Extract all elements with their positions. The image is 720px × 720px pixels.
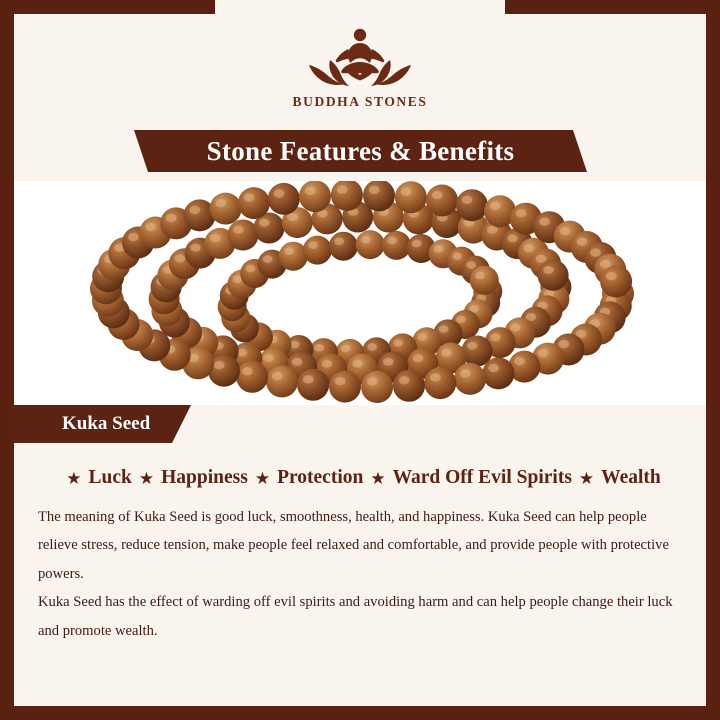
product-image-panel <box>14 181 706 405</box>
frame-top-left-border <box>0 0 215 14</box>
benefit-keyword: Protection <box>277 467 364 488</box>
benefit-keyword: Luck <box>88 467 132 488</box>
benefits-section <box>14 443 706 706</box>
description-paragraph: Kuka Seed has the effect of warding off evil spirits and avoiding harm and can help people change their luck and promote wealth. <box>38 594 673 639</box>
benefit-description <box>38 503 682 645</box>
frame-top-right-border <box>505 0 720 14</box>
frame-bottom-border <box>0 706 720 720</box>
star-icon: ★ <box>66 468 82 488</box>
title-banner <box>148 130 573 172</box>
page-title: Stone Features & Benefits <box>206 135 515 166</box>
benefit-keyword: Ward Off Evil Spirits <box>392 467 572 488</box>
kuka-seed-mala-image <box>14 181 706 405</box>
benefit-keyword: Happiness <box>161 467 248 488</box>
benefit-keywords-row <box>38 467 682 489</box>
star-icon: ★ <box>138 468 155 488</box>
lotus-meditation-icon <box>285 22 435 90</box>
product-label: Kuka Seed <box>62 413 151 434</box>
star-icon: ★ <box>254 468 271 488</box>
product-label-tab <box>14 405 172 443</box>
brand-name: BUDDHA STONES <box>292 94 428 109</box>
star-icon: ★ <box>370 468 386 488</box>
star-icon: ★ <box>578 468 595 488</box>
brand-logo-area <box>0 14 720 130</box>
description-paragraph: The meaning of Kuka Seed is good luck, smoothness, health, and happiness. Kuka Seed can help people relieve stress, reduce tension, make people feel relaxed and comfortable, and provide people with protective powers. <box>38 509 669 582</box>
benefit-keyword: Wealth <box>601 467 661 488</box>
